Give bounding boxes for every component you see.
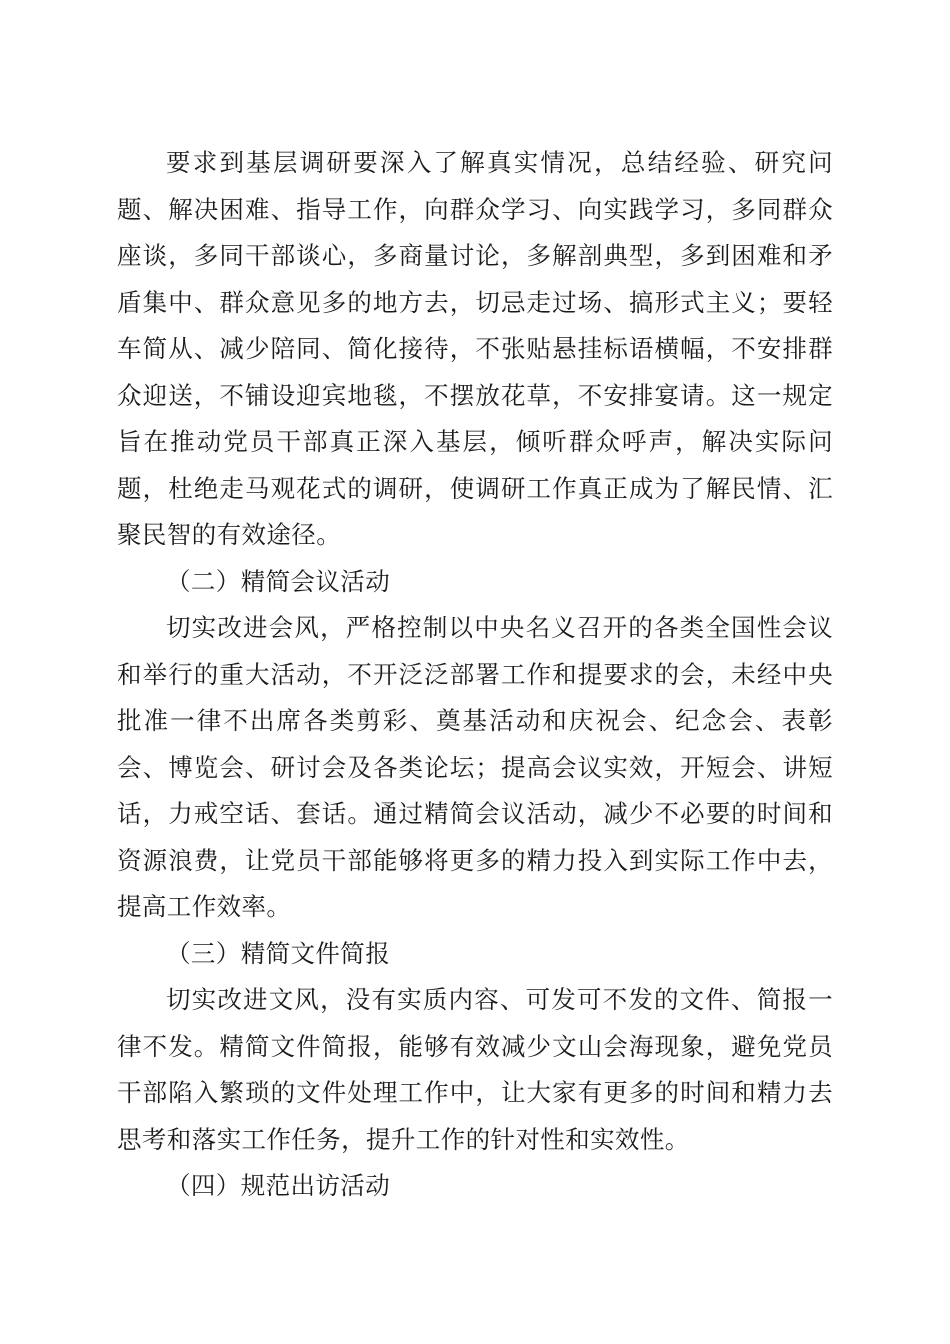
document-body	[117, 140, 833, 1210]
paragraph-documents: 切实改进文风，没有实质内容、可发可不发的文件、简报一律不发。精简文件简报，能够有效减少文山会海现象，避免党员干部陷入繁琐的文件处理工作中，让大家有更多的时间和精力去思考和落实工作任务，提升工作的针对性和实效性。	[117, 985, 833, 1154]
paragraph-research-requirements: 要求到基层调研要深入了解真实情况，总结经验、研究问题、解决困难、指导工作，向群众学习、向实践学习，多同群众座谈，多同干部谈心，多商量讨论，多解剖典型，多到困难和矛盾集中、群众意见多的地方去，切忌走过场、搞形式主义；要轻车简从、减少陪同、简化接待，不张贴悬挂标语横幅，不安排群众迎送，不铺设迎宾地毯，不摆放花草，不安排宴请。这一规定旨在推动党员干部真正深入基层，倾听群众呼声，解决实际问题，杜绝走马观花式的调研，使调研工作真正成为了解民情、汇聚民智的有效途径。	[117, 148, 833, 549]
section-heading-documents: （三）精简文件简报	[166, 938, 391, 968]
section-heading-meetings: （二）精简会议活动	[166, 566, 391, 596]
paragraph-meetings: 切实改进会风，严格控制以中央名义召开的各类全国性会议和举行的重大活动，不开泛泛部署工作和提要求的会，未经中央批准一律不出席各类剪彩、奠基活动和庆祝会、纪念会、表彰会、博览会、研讨会及各类论坛；提高会议实效，开短会、讲短话，力戒空话、套话。通过精简会议活动，减少不必要的时间和资源浪费，让党员干部能够将更多的精力投入到实际工作中去，提高工作效率。	[117, 613, 833, 921]
section-heading-visits: （四）规范出访活动	[166, 1171, 391, 1200]
